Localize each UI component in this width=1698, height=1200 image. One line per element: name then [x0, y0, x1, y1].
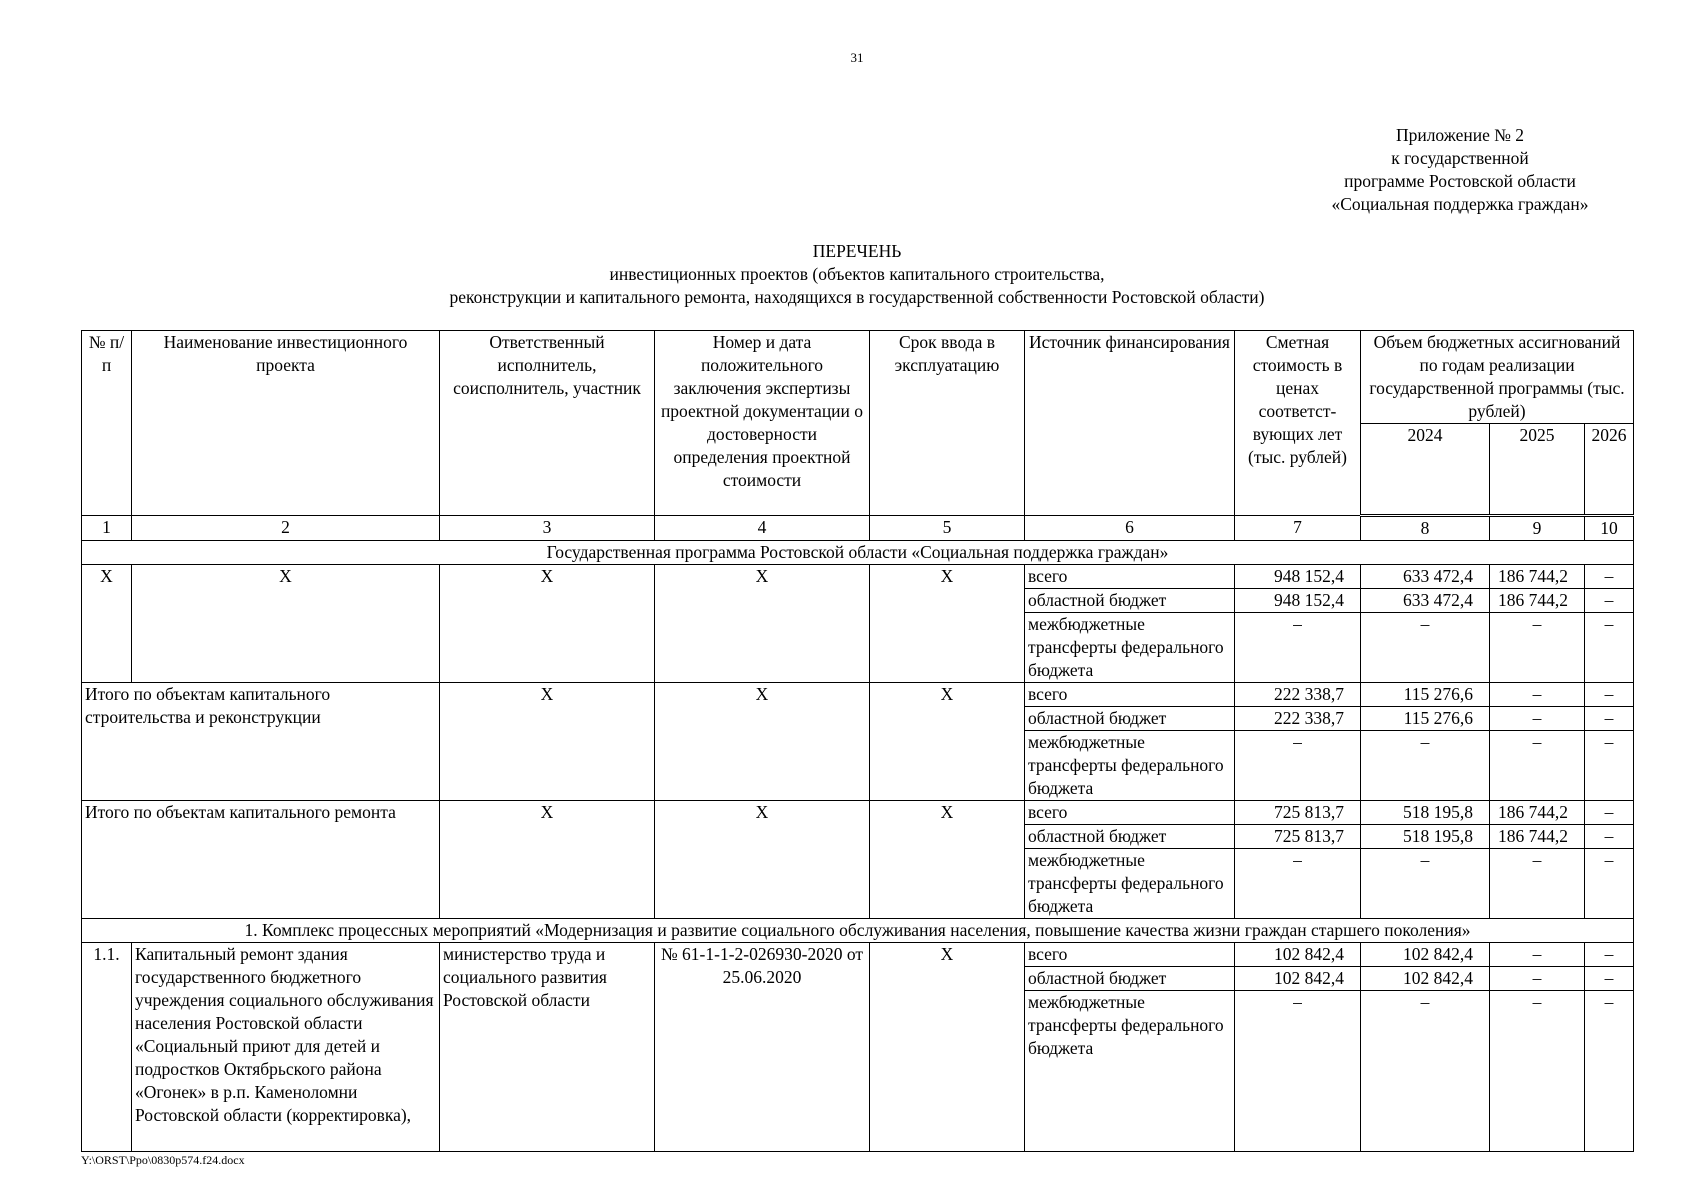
cell-value: – — [1235, 731, 1361, 801]
item-commissioning: Х — [870, 943, 1025, 1152]
column-number: 5 — [870, 516, 1025, 541]
cell-value: – — [1361, 991, 1490, 1152]
page-number: 31 — [850, 50, 864, 65]
cell-value: – — [1490, 613, 1585, 683]
mark-x: Х — [440, 801, 655, 919]
appendix-line: к государственной — [1391, 148, 1529, 168]
section-row — [82, 919, 1634, 943]
cell-value: 102 842,4 — [1235, 967, 1361, 991]
repair-total-label: Итого по объектам капитального ремонта — [82, 801, 440, 919]
mark-x: Х — [870, 565, 1025, 683]
appendix-line: «Социальная поддержка граждан» — [1331, 194, 1589, 214]
cell-value: – — [1585, 801, 1634, 825]
header-commissioning: Срок ввода в эксплуатацию — [870, 331, 1025, 516]
cell-value: – — [1490, 849, 1585, 919]
cell-value: – — [1585, 731, 1634, 801]
appendix-line: Приложение № 2 — [1395, 125, 1525, 145]
source-federal: межбюджетные трансферты федерального бюджета — [1025, 991, 1235, 1152]
header-project-name: Наименование инвестиционного проекта — [132, 331, 440, 516]
source-regional: областной бюджет — [1025, 967, 1235, 991]
cell-value: – — [1361, 613, 1490, 683]
source-regional: областной бюджет — [1025, 707, 1235, 731]
column-number: 6 — [1025, 516, 1235, 541]
cell-value: – — [1490, 683, 1585, 707]
title-line: инвестиционных проектов (объектов капитального строительства, — [609, 264, 1105, 284]
cell-value: 115 276,6 — [1361, 707, 1490, 731]
cell-value: – — [1490, 943, 1585, 967]
header-year-2024: 2024 — [1361, 424, 1490, 516]
mark-x: Х — [132, 565, 440, 683]
program-title: Государственная программа Ростовской области «Социальная поддержка граждан» — [82, 541, 1634, 565]
source-total: всего — [1025, 565, 1235, 589]
header-estimated-cost: Сметная стоимость в ценах соответст-вующих лет (тыс. рублей) — [1235, 331, 1361, 516]
cell-value: – — [1361, 849, 1490, 919]
source-total: всего — [1025, 943, 1235, 967]
cell-value: – — [1361, 731, 1490, 801]
source-federal: межбюджетные трансферты федерального бюджета — [1025, 731, 1235, 801]
appendix-line: программе Ростовской области — [1344, 171, 1576, 191]
mark-x: Х — [440, 565, 655, 683]
cell-value: 186 744,2 — [1490, 825, 1585, 849]
cell-value: – — [1490, 707, 1585, 731]
mark-x: Х — [655, 565, 870, 683]
cell-value: 102 842,4 — [1235, 943, 1361, 967]
cell-value: 115 276,6 — [1361, 683, 1490, 707]
cell-value: – — [1585, 991, 1634, 1152]
cell-value: 725 813,7 — [1235, 801, 1361, 825]
cell-value: 948 152,4 — [1235, 565, 1361, 589]
cell-value: – — [1235, 613, 1361, 683]
cell-value: – — [1235, 991, 1361, 1152]
header-year-2025: 2025 — [1490, 424, 1585, 516]
table-row — [82, 565, 1634, 589]
cell-value: – — [1585, 613, 1634, 683]
cell-value: 186 744,2 — [1490, 801, 1585, 825]
title-line: реконструкции и капитального ремонта, находящихся в государственной собственности Ростовской области) — [449, 287, 1265, 307]
mark-x: Х — [870, 683, 1025, 801]
construction-total-label: Итого по объектам капитального строительства и реконструкции — [82, 683, 440, 801]
cell-value: – — [1585, 943, 1634, 967]
column-number: 9 — [1490, 516, 1585, 541]
program-row — [82, 541, 1634, 565]
cell-value: 222 338,7 — [1235, 683, 1361, 707]
item-number: 1.1. — [82, 943, 132, 1152]
source-total: всего — [1025, 683, 1235, 707]
item-executor: министерство труда и социального развития Ростовской области — [440, 943, 655, 1152]
header-expertise: Номер и дата положительного заключения экспертизы проектной документации о достоверности определения проектной стоимости — [655, 331, 870, 516]
header-executor: Ответственный исполнитель, соисполнитель, участник — [440, 331, 655, 516]
cell-value: 725 813,7 — [1235, 825, 1361, 849]
cell-value: – — [1585, 825, 1634, 849]
source-total: всего — [1025, 801, 1235, 825]
cell-value: 102 842,4 — [1361, 943, 1490, 967]
mark-x: Х — [655, 801, 870, 919]
cell-value: – — [1235, 849, 1361, 919]
header-number: № п/п — [82, 331, 132, 516]
cell-value: – — [1490, 967, 1585, 991]
column-number: 7 — [1235, 516, 1361, 541]
source-regional: областной бюджет — [1025, 825, 1235, 849]
cell-value: – — [1490, 731, 1585, 801]
header-year-2026: 2026 — [1585, 424, 1634, 516]
cell-value: 186 744,2 — [1490, 565, 1585, 589]
investment-projects-table — [81, 330, 1634, 1152]
source-federal: межбюджетные трансферты федерального бюджета — [1025, 849, 1235, 919]
column-number: 10 — [1585, 516, 1634, 541]
mark-x: Х — [440, 683, 655, 801]
item-name: Капитальный ремонт здания государственного бюджетного учреждения социального обслуживания населения Ростовской области «Социальный приют для детей и подростков Октябрьского района «Огонек» в р.п. Каменоломни Ростовской области (корректировка), — [132, 943, 440, 1152]
cell-value: – — [1585, 565, 1634, 589]
mark-x: Х — [82, 565, 132, 683]
header-budget-allocations: Объем бюджетных ассигнований по годам реализации государственной программы (тыс. рублей) — [1361, 331, 1634, 424]
cell-value: 633 472,4 — [1361, 565, 1490, 589]
cell-value: 518 195,8 — [1361, 825, 1490, 849]
cell-value: 222 338,7 — [1235, 707, 1361, 731]
section-title: 1. Комплекс процессных мероприятий «Модернизация и развитие социального обслуживания населения, повышение качества жизни граждан старшего поколения» — [82, 919, 1634, 943]
table-row — [82, 801, 1634, 825]
cell-value: 518 195,8 — [1361, 801, 1490, 825]
source-regional: областной бюджет — [1025, 589, 1235, 613]
table-row — [82, 683, 1634, 707]
column-number: 4 — [655, 516, 870, 541]
cell-value: – — [1585, 967, 1634, 991]
header-funding-source: Источник финансирования — [1025, 331, 1235, 516]
cell-value: 948 152,4 — [1235, 589, 1361, 613]
column-number: 1 — [82, 516, 132, 541]
footer-file-path: Y:\ORST\Ppo\0830p574.f24.docx — [81, 1153, 245, 1167]
cell-value: – — [1585, 589, 1634, 613]
cell-value: – — [1490, 991, 1585, 1152]
cell-value: 102 842,4 — [1361, 967, 1490, 991]
item-expertise: № 61-1-1-2-026930-2020 от 25.06.2020 — [655, 943, 870, 1152]
mark-x: Х — [870, 801, 1025, 919]
mark-x: Х — [655, 683, 870, 801]
appendix-block — [1290, 124, 1630, 216]
column-numbers-row — [82, 516, 1634, 541]
source-federal: межбюджетные трансферты федерального бюджета — [1025, 613, 1235, 683]
cell-value: – — [1585, 849, 1634, 919]
column-number: 2 — [132, 516, 440, 541]
cell-value: – — [1585, 707, 1634, 731]
column-number: 8 — [1361, 516, 1490, 541]
column-number: 3 — [440, 516, 655, 541]
table-row — [82, 943, 1634, 967]
title-line: ПЕРЕЧЕНЬ — [812, 241, 902, 261]
cell-value: 186 744,2 — [1490, 589, 1585, 613]
cell-value: 633 472,4 — [1361, 589, 1490, 613]
document-title — [0, 240, 1698, 309]
cell-value: – — [1585, 683, 1634, 707]
